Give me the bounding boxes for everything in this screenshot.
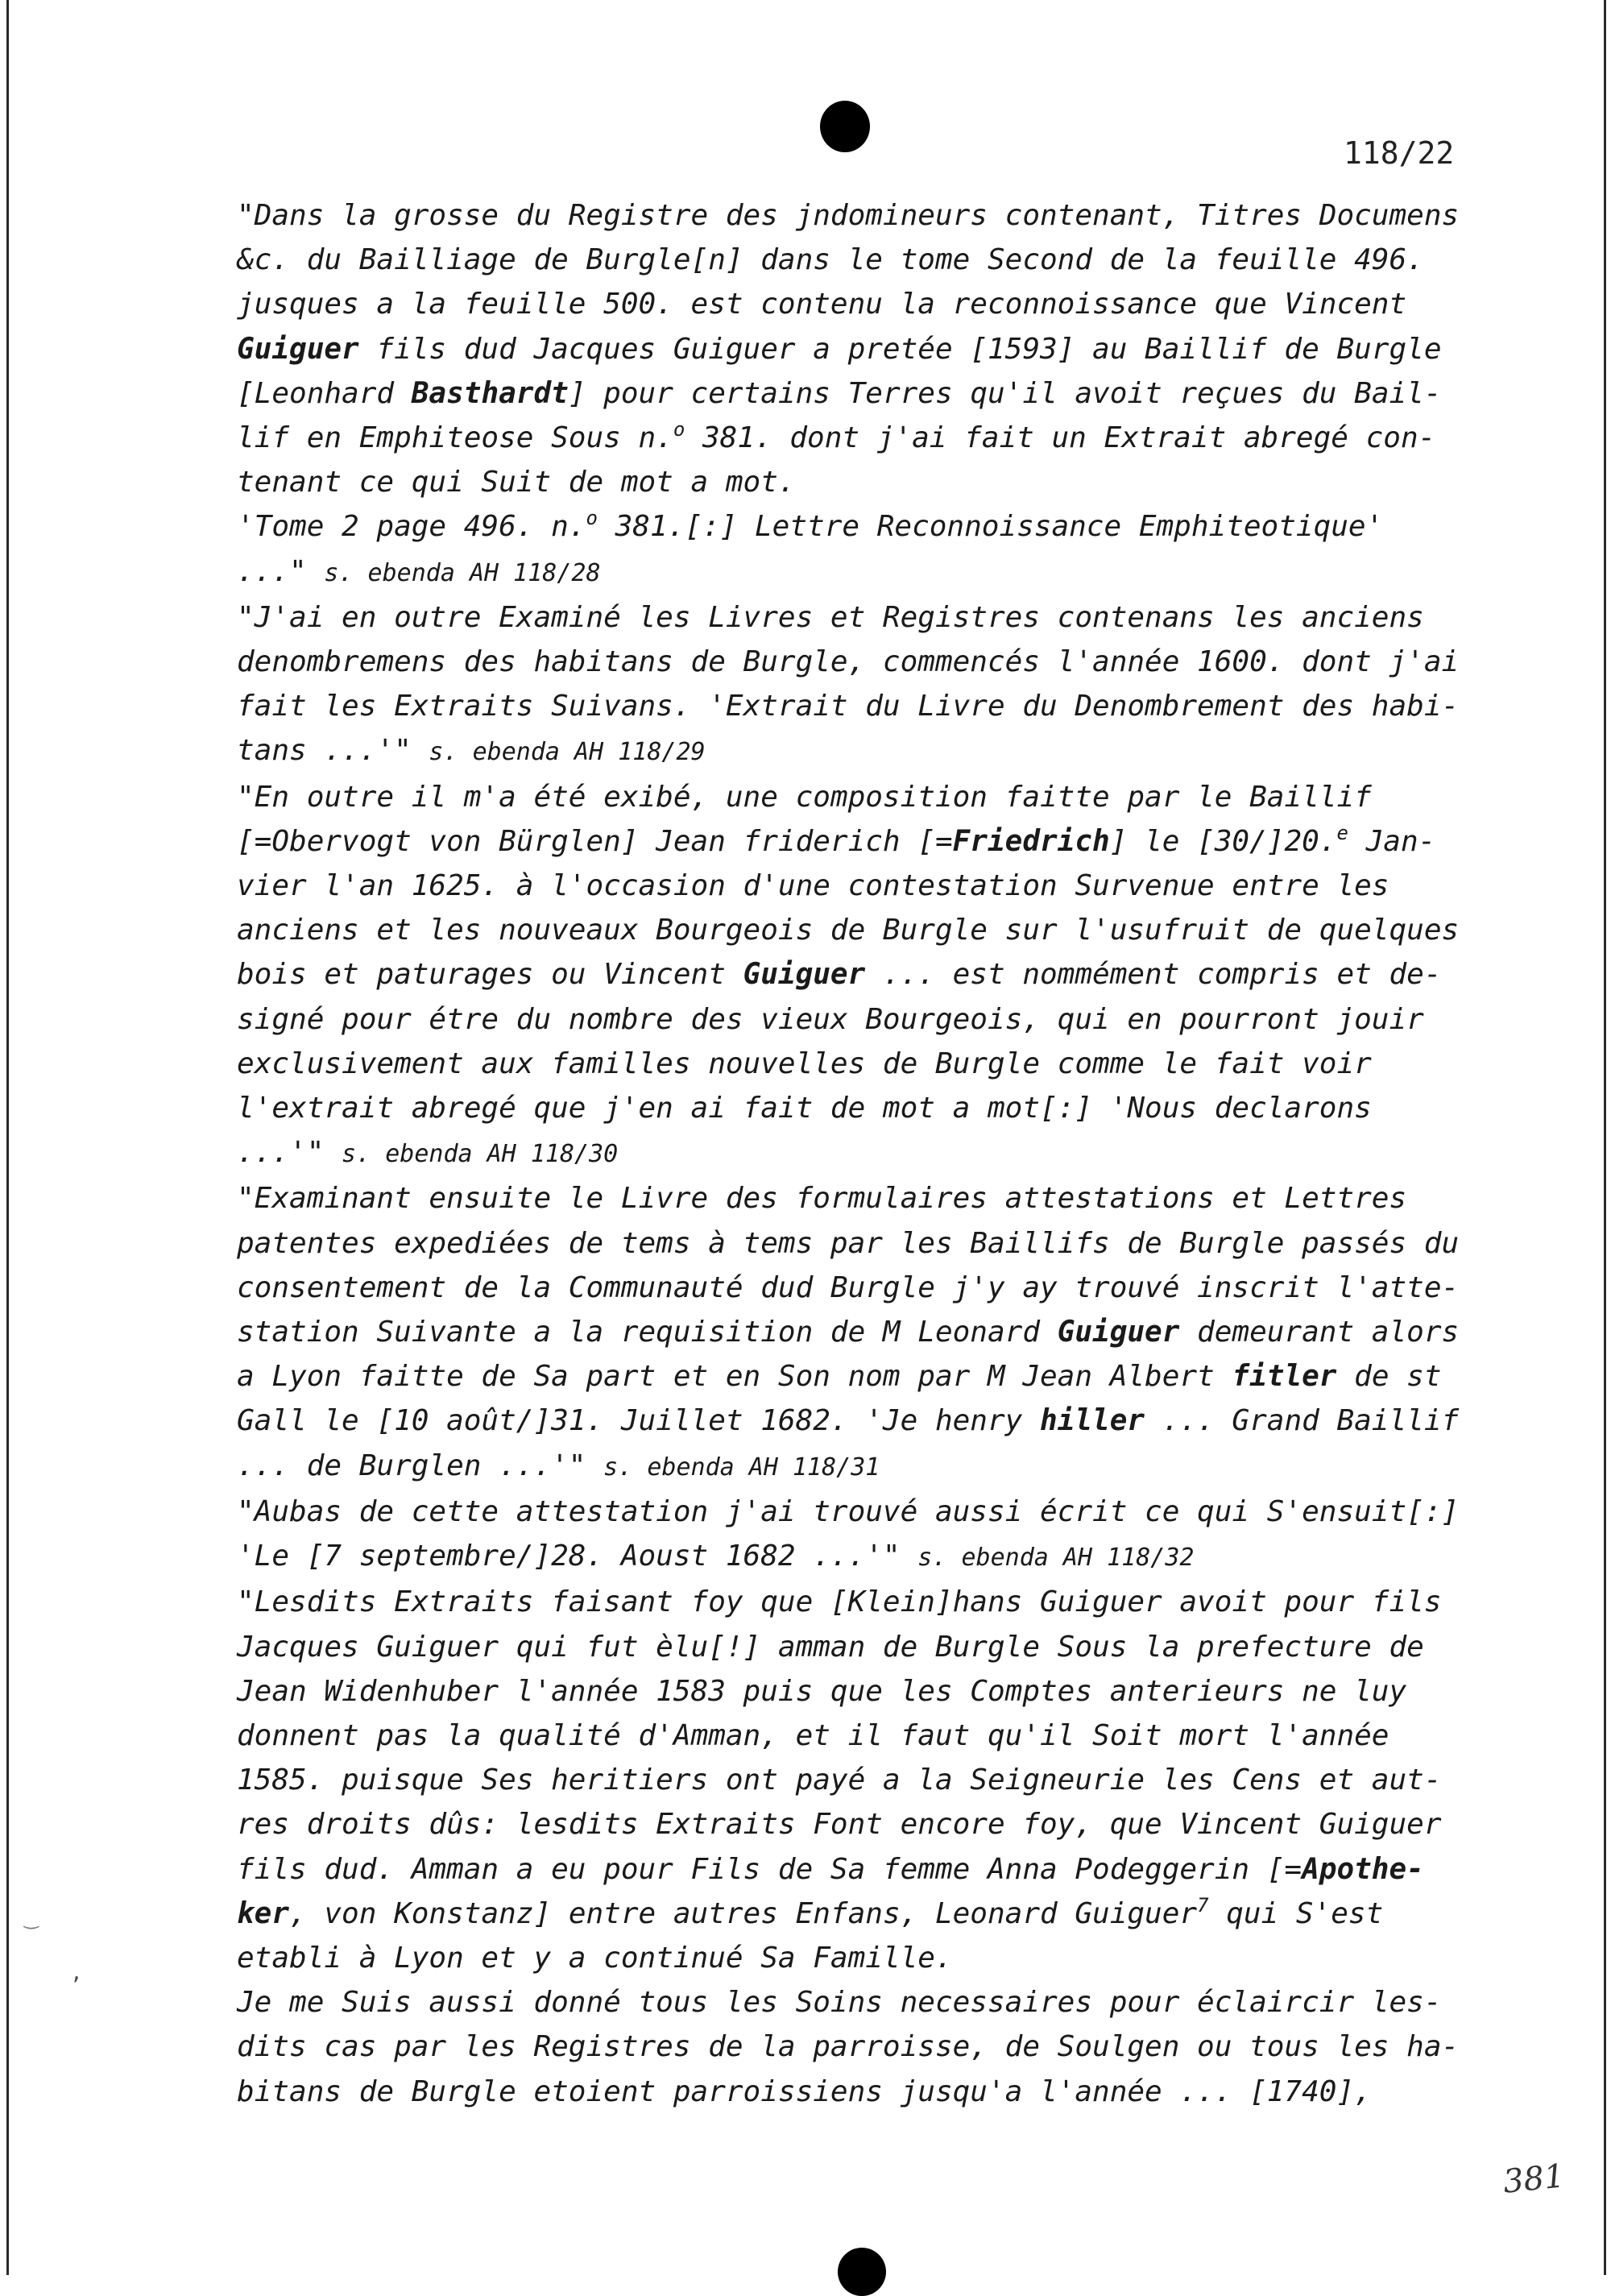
text-run: , von Konstanz] entre autres Enfans, Leonard Guiguer bbox=[289, 1896, 1198, 1930]
text-line bbox=[237, 1847, 1477, 1892]
text-run: consentement de la Communauté dud Burgle j'y ay trouvé inscrit l'atte- bbox=[237, 1270, 1460, 1304]
text-run: fait les Extraits Suivans. 'Extrait du Livre du Denombrement des habi- bbox=[237, 690, 1460, 723]
bold-name: Guiguer bbox=[743, 958, 866, 992]
text-line bbox=[237, 728, 1477, 774]
text-line bbox=[237, 684, 1477, 728]
text-run: ..." bbox=[237, 554, 325, 588]
text-line bbox=[237, 1176, 1477, 1221]
text-run: qui S'est bbox=[1208, 1896, 1384, 1930]
text-run: Jacques Guiguer qui fut èlu[!] amman de Burgle Sous la prefecture de bbox=[237, 1630, 1424, 1664]
text-line bbox=[237, 1534, 1477, 1580]
text-line bbox=[237, 1669, 1477, 1714]
left-scan-border bbox=[6, 0, 9, 2275]
margin-mark: ‿ bbox=[24, 1909, 39, 1929]
text-run: Gall le [10 août/]31. Juillet 1682. 'Je henry bbox=[237, 1404, 1040, 1438]
text-run: 'Tome 2 page 496. n. bbox=[237, 510, 586, 544]
bold-name: fitler bbox=[1232, 1360, 1337, 1394]
punch-hole-top bbox=[820, 101, 870, 152]
text-line bbox=[237, 1580, 1477, 1624]
text-line bbox=[237, 1802, 1477, 1846]
text-run: dits cas par les Registres de la parroisse, de Soulgen ou tous les ha- bbox=[237, 2030, 1460, 2064]
text-line bbox=[237, 504, 1477, 549]
text-run: "Aubas de cette attestation j'ai trouvé aussi écrit ce qui S'ensuit[:] bbox=[237, 1494, 1460, 1528]
text-line bbox=[237, 1221, 1477, 1266]
text-line bbox=[237, 952, 1477, 997]
text-run: Je me Suis aussi donné tous les Soins necessaires pour éclaircir les- bbox=[237, 1986, 1442, 2020]
bold-name: Guiguer bbox=[237, 332, 359, 366]
superscript: 7 bbox=[1197, 1893, 1209, 1917]
text-line bbox=[237, 1490, 1477, 1534]
text-run: anciens et les nouveaux Bourgeois de Burgle sur l'usufruit de quelques bbox=[237, 914, 1460, 947]
source-reference: s. ebenda AH 118/31 bbox=[603, 1453, 880, 1482]
superscript: o bbox=[586, 507, 598, 530]
bold-name: Basthardt bbox=[411, 376, 569, 410]
text-run: de st bbox=[1336, 1360, 1442, 1394]
text-line bbox=[237, 2025, 1477, 2069]
text-line bbox=[237, 1714, 1477, 1758]
text-run: a Lyon faitte de Sa part et en Son nom par M Jean Albert bbox=[237, 1360, 1232, 1394]
text-line bbox=[237, 282, 1477, 326]
text-line bbox=[237, 640, 1477, 684]
superscript: o bbox=[673, 418, 685, 441]
text-run: station Suivante a la requisition de M Leonard bbox=[237, 1316, 1058, 1349]
bold-name: Apothe- bbox=[1302, 1852, 1424, 1886]
text-line bbox=[237, 1892, 1477, 1936]
text-line bbox=[237, 460, 1477, 504]
bold-name: ker bbox=[237, 1896, 290, 1930]
text-run: vier l'an 1625. à l'occasion d'une contestation Survenue entre les bbox=[237, 869, 1389, 903]
text-run: res droits dûs: lesdits Extraits Font encore foy, que Vincent Guiguer bbox=[237, 1808, 1442, 1842]
text-run: 1585. puisque Ses heritiers ont payé a la Seigneurie les Cens et aut- bbox=[237, 1763, 1442, 1797]
text-run: ...'" bbox=[237, 1136, 342, 1170]
text-line bbox=[237, 416, 1477, 460]
text-run: ] pour certains Terres qu'il avoit reçues du Bail- bbox=[568, 376, 1442, 410]
source-reference: s. ebenda AH 118/30 bbox=[342, 1140, 619, 1169]
text-run: patentes expediées de tems à tems par les Baillifs de Burgle passés du bbox=[237, 1226, 1460, 1260]
text-line bbox=[237, 775, 1477, 819]
text-run: etabli à Lyon et y a continué Sa Famille. bbox=[237, 1941, 953, 1975]
text-run: "En outre il m'a été exibé, une composition faitte par le Baillif bbox=[237, 780, 1372, 814]
text-run: bitans de Burgle etoient parroissiens jusqu'a l'année ... [1740], bbox=[237, 2074, 1372, 2108]
text-run: 381.[:] Lettre Reconnoissance Emphiteotique' bbox=[597, 510, 1384, 544]
text-line bbox=[237, 1310, 1477, 1354]
text-run: 'Le [7 septembre/]28. Aoust 1682 ...'" bbox=[237, 1540, 918, 1573]
text-run: donnent pas la qualité d'Amman, et il faut qu'il Soit mort l'année bbox=[237, 1718, 1389, 1752]
margin-mark: , bbox=[72, 1958, 81, 1986]
text-line bbox=[237, 1444, 1477, 1490]
text-line bbox=[237, 1980, 1477, 2025]
text-run: fils dud. Amman a eu pour Fils de Sa femme Anna Podeggerin [= bbox=[237, 1852, 1302, 1886]
text-run: tans ...'" bbox=[237, 734, 429, 768]
source-reference: s. ebenda AH 118/32 bbox=[917, 1544, 1195, 1573]
superscript: e bbox=[1336, 821, 1348, 844]
text-run: demeurant alors bbox=[1179, 1316, 1460, 1349]
text-line bbox=[237, 371, 1477, 416]
text-run: ... est nommément compris et de- bbox=[865, 958, 1442, 992]
text-line bbox=[237, 2070, 1477, 2114]
text-run: Jean Widenhuber l'année 1583 puis que les Comptes anterieurs ne luy bbox=[237, 1674, 1407, 1708]
text-run: jusques a la feuille 500. est contenu la reconnoissance que Vincent bbox=[237, 288, 1407, 321]
text-line bbox=[237, 908, 1477, 952]
text-run: "Examinant ensuite le Livre des formulaires attestations et Lettres bbox=[237, 1182, 1407, 1216]
text-line bbox=[237, 1936, 1477, 1980]
punch-hole-bottom bbox=[838, 2248, 886, 2296]
source-reference: s. ebenda AH 118/29 bbox=[429, 738, 706, 767]
text-line bbox=[237, 819, 1477, 864]
transcription-text bbox=[237, 193, 1477, 2114]
text-run: "J'ai en outre Examiné les Livres et Registres contenans les anciens bbox=[237, 600, 1424, 634]
text-line bbox=[237, 1399, 1477, 1443]
text-line bbox=[237, 327, 1477, 371]
text-line bbox=[237, 864, 1477, 908]
text-run: l'extrait abregé que j'en ai fait de mot a mot[:] 'Nous declarons bbox=[237, 1092, 1372, 1125]
text-line bbox=[237, 549, 1477, 595]
text-line bbox=[237, 193, 1477, 238]
text-line bbox=[237, 238, 1477, 282]
text-line bbox=[237, 1042, 1477, 1086]
text-run: lif en Emphiteose Sous n. bbox=[237, 421, 673, 455]
text-line bbox=[237, 1354, 1477, 1399]
text-run: Jan- bbox=[1348, 824, 1436, 858]
text-run: signé pour étre du nombre des vieux Bourgeois, qui en pourront jouir bbox=[237, 1002, 1424, 1036]
text-run: denombremens des habitans de Burgle, commencés l'année 1600. dont j'ai bbox=[237, 645, 1460, 679]
text-run: &c. du Bailliage de Burgle[n] dans le tome Second de la feuille 496. bbox=[237, 243, 1424, 277]
text-line bbox=[237, 1266, 1477, 1310]
text-run: "Dans la grosse du Registre des jndomineurs contenant, Titres Documens bbox=[237, 199, 1460, 232]
text-run: 381. dont j'ai fait un Extrait abregé con- bbox=[685, 421, 1436, 455]
text-line bbox=[237, 1130, 1477, 1176]
source-reference: s. ebenda AH 118/28 bbox=[324, 558, 601, 587]
text-line bbox=[237, 595, 1477, 640]
text-run: [=Obervogt von Bürglen] Jean friderich [= bbox=[237, 824, 953, 858]
right-scan-border bbox=[1604, 0, 1606, 2275]
handwritten-page-number: 381 bbox=[1501, 2157, 1567, 2201]
text-run: ... Grand Baillif bbox=[1145, 1404, 1460, 1438]
text-run: ] le [30/]20. bbox=[1109, 824, 1337, 858]
text-line bbox=[237, 1625, 1477, 1669]
bold-name: Guiguer bbox=[1057, 1316, 1180, 1349]
text-line bbox=[237, 1086, 1477, 1130]
text-run: tenant ce qui Suit de mot a mot. bbox=[237, 466, 796, 499]
text-run: bois et paturages ou Vincent bbox=[237, 958, 743, 992]
text-run: ... de Burglen ...'" bbox=[237, 1448, 604, 1482]
text-line bbox=[237, 997, 1477, 1042]
text-run: [Leonhard bbox=[237, 376, 412, 410]
text-run: exclusivement aux familles nouvelles de Burgle comme le fait voir bbox=[237, 1046, 1372, 1080]
text-run: "Lesdits Extraits faisant foy que [Klein]hans Guiguer avoit pour fils bbox=[237, 1585, 1442, 1619]
bold-name: Friedrich bbox=[952, 824, 1110, 858]
text-line bbox=[237, 1758, 1477, 1802]
page-number: 118/22 bbox=[1344, 135, 1455, 171]
bold-name: hiller bbox=[1040, 1404, 1145, 1438]
text-run: fils dud Jacques Guiguer a pretée [1593] au Baillif de Burgle bbox=[358, 332, 1442, 366]
